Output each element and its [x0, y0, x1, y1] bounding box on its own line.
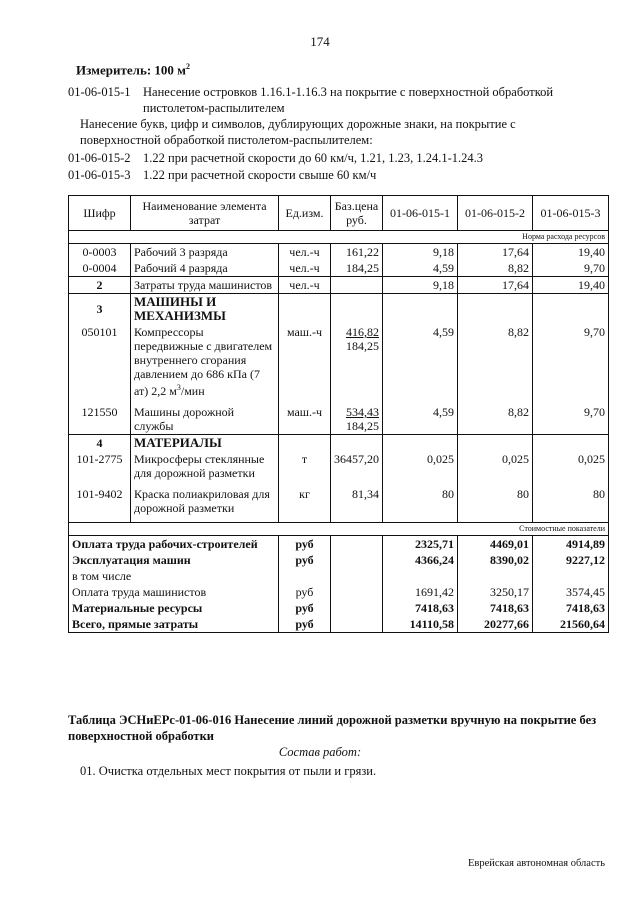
intro-paragraph: Нанесение букв, цифр и символов, дублирующих дорожные знаки, на покрытие с поверхностной обработкой пистолетом-распылителем:	[80, 117, 516, 147]
table-row: 121550 Машины дорожной службы маш.-ч 534,43 184,25 4,59 8,82 9,70	[69, 399, 609, 435]
header-c2: 01-06-015-2	[458, 196, 533, 231]
norm-subheader: Норма расхода ресурсов	[69, 231, 609, 244]
item-015-1-cont: пистолетом-распылителем	[143, 101, 285, 115]
table-row: 101-2775 Микросферы стеклянные для дорожной разметки т 36457,20 0,025 0,025 0,025	[69, 451, 609, 481]
header-c1: 01-06-015-1	[383, 196, 458, 231]
table-row: 0-0003 Рабочий 3 разряда чел.-ч 161,22 9,18 17,64 19,40	[69, 244, 609, 261]
measure-heading: Измеритель: 100 $м^2$	[76, 62, 191, 78]
header-code: Шифр	[69, 196, 131, 231]
header-price: Баз.цена руб.	[331, 196, 383, 231]
table-row: 2 Затраты труда машинистов чел.-ч 9,18 17,64 19,40	[69, 277, 609, 294]
item-015-1: 01-06-015-1 Нанесение островков 1.16.1-1.16.3 на покрытие с поверхностной обработкой	[68, 85, 554, 99]
cost-subheader: Стоимостные показатели	[69, 523, 609, 536]
table-row: 3 МАШИНЫ И МЕХАНИЗМЫ	[69, 294, 609, 325]
item-015-3: 01-06-015-3 1.22 при расчетной скорости свыше 60 км/ч	[68, 168, 377, 182]
header-name: Наименование элемента затрат	[131, 196, 279, 231]
next-table-title: Таблица ЭСНиЕРс-01-06-016 Нанесение линий дорожной разметки вручную на покрытие без поверхностной обработки	[68, 713, 597, 743]
cost-row: Оплата труда рабочих-строителей руб 2325,71 4469,01 4914,89	[69, 536, 609, 553]
header-unit: Ед.изм.	[279, 196, 331, 231]
work-item: 01. Очистка отдельных мест покрытия от пыли и грязи.	[80, 764, 377, 778]
cost-row: Оплата труда машинистов руб 1691,42 3250,17 3574,45	[69, 584, 609, 600]
cost-row: Всего, прямые затраты руб 14110,58 20277,66 21560,64	[69, 616, 609, 633]
cost-row: Эксплуатация машин руб 4366,24 8390,02 9227,12	[69, 552, 609, 568]
header-c3: 01-06-015-3	[533, 196, 609, 231]
table-header	[69, 196, 609, 231]
region-footer: Еврейская автономная область	[468, 858, 605, 869]
table-row: 050101 Компрессоры передвижные с двигателем внутреннего сгорания давлением до 686 кПа (7 ат) 2,2 $м^3$/мин маш.-ч 416,82 184,25 4,59 8,82 9,70	[69, 324, 609, 399]
cost-row: в том числе	[69, 568, 609, 584]
cost-row: Материальные ресурсы руб 7418,63 7418,63 7418,63	[69, 600, 609, 616]
page-number: 174	[310, 34, 330, 49]
table-row: 4 МАТЕРИАЛЫ	[69, 435, 609, 452]
item-015-2: 01-06-015-2 1.22 при расчетной скорости до 60 км/ч, 1.21, 1.23, 1.24.1-1.24.3	[68, 151, 484, 165]
resources-table	[68, 195, 609, 633]
works-title: Состав работ:	[278, 745, 362, 759]
table-row: 101-9402 Краска полиакриловая для дорожной разметки кг 81,34 80 80 80	[69, 481, 609, 516]
table-row: 0-0004 Рабочий 4 разряда чел.-ч 184,25 4,59 8,82 9,70	[69, 260, 609, 277]
